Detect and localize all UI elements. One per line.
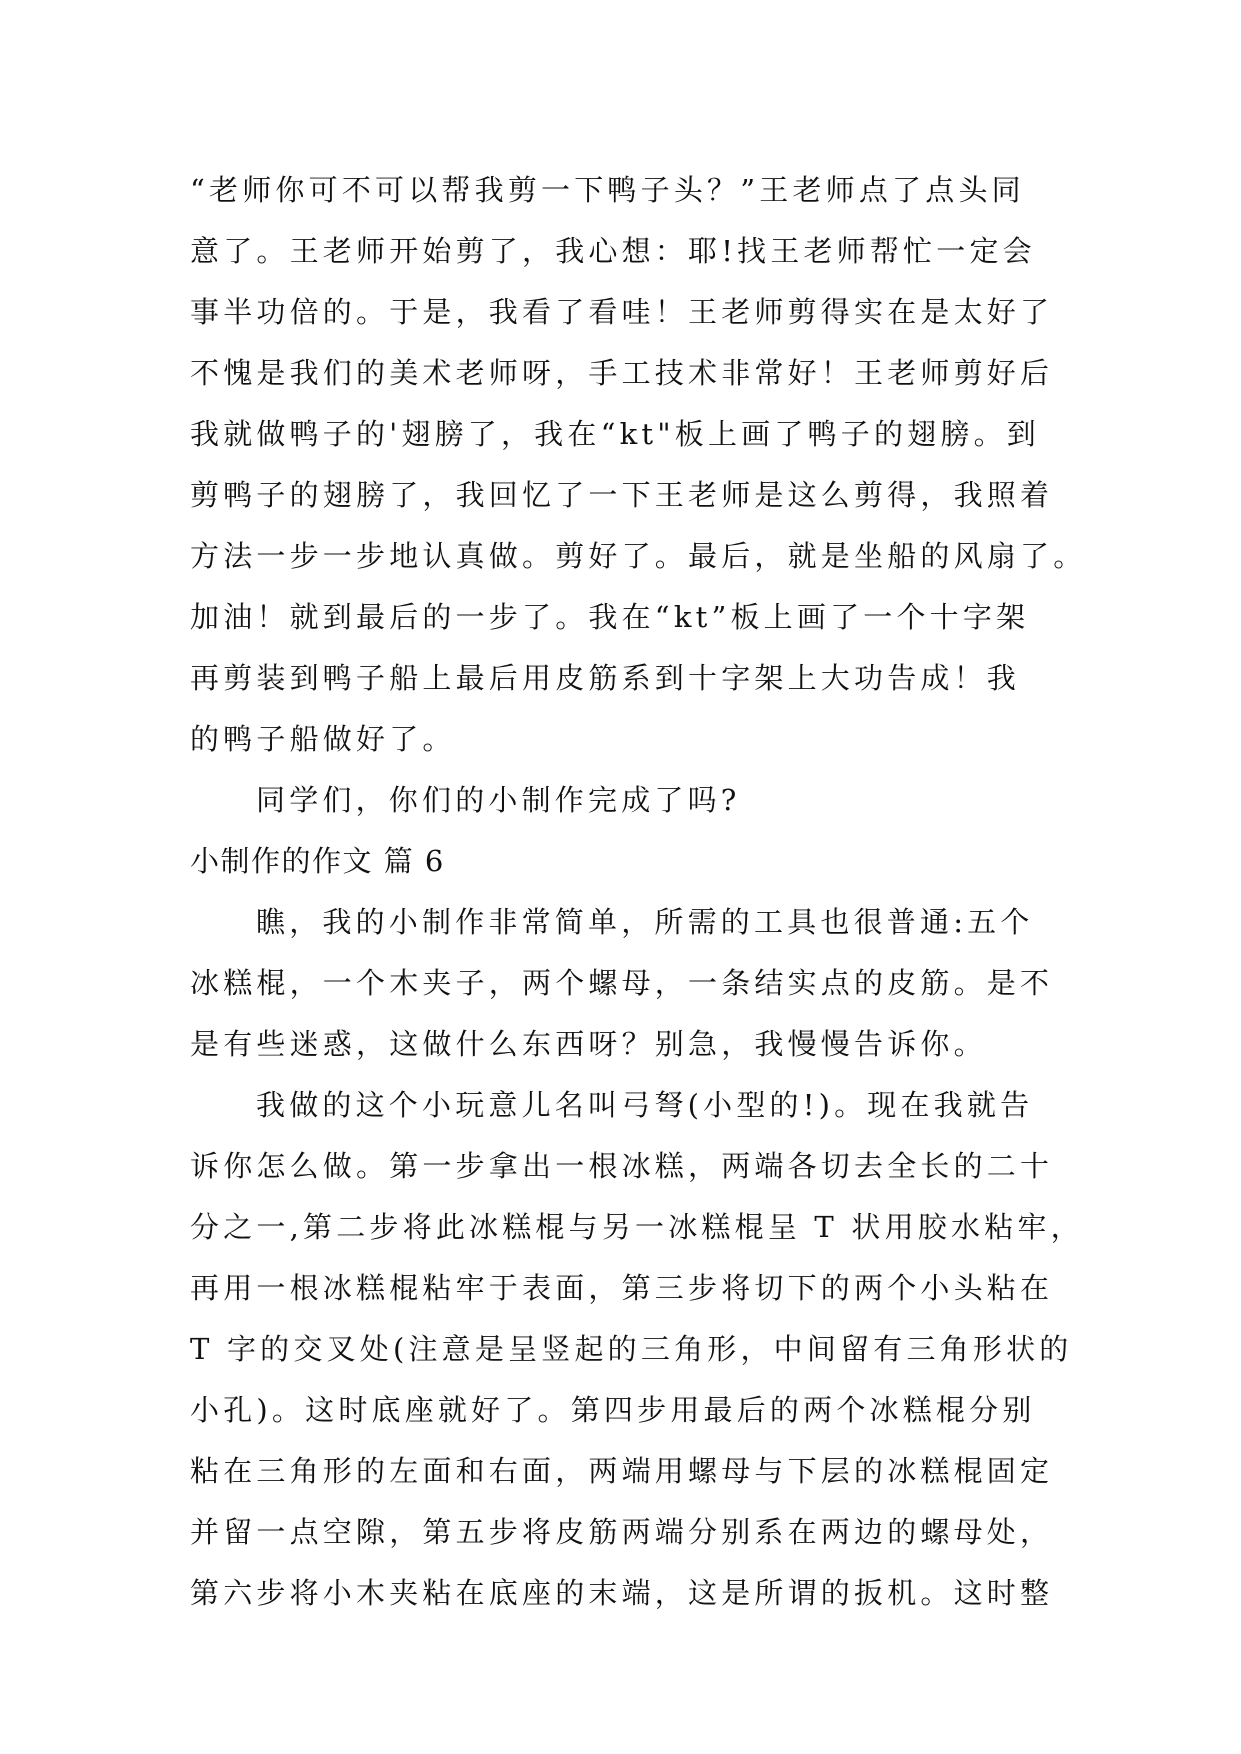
text-line: 的鸭子船做好了。 [190, 722, 456, 756]
text-line: 事半功倍的。于是，我看了看哇！王老师剪得实在是太好了 [190, 295, 1054, 329]
paragraph-1 [190, 160, 1087, 770]
text-line: 加油！就到最后的一步了。我在“kt”板上画了一个十字架 [190, 600, 1030, 634]
text-line: 意了。王老师开始剪了，我心想：耶!找王老师帮忙一定会 [190, 234, 1036, 268]
text-line: 冰糕棍，一个木夹子，两个螺母，一条结实点的皮筋。是不 [190, 966, 1054, 1000]
text-line: 粘在三角形的左面和右面，两端用螺母与下层的冰糕棍固定 [190, 1454, 1054, 1488]
text-line: 再用一根冰糕棍粘牢于表面，第三步将切下的两个小头粘在 [190, 1271, 1054, 1305]
text-line: T 字的交叉处(注意是呈竖起的三角形，中间留有三角形状的 [190, 1332, 1073, 1366]
text-line: 分之一,第二步将此冰糕棍与另一冰糕棍呈 T 状用胶水粘牢， [190, 1210, 1084, 1244]
text-line: 瞧，我的小制作非常简单，所需的工具也很普通:五个 [256, 905, 1034, 939]
text-line: 是有些迷惑，这做什么东西呀？别急，我慢慢告诉你。 [190, 1027, 987, 1061]
section-heading: 小制作的作文 篇 6 [190, 844, 445, 878]
paragraph-3 [190, 892, 1070, 1075]
text-line: 第六步将小木夹粘在底座的末端，这是所谓的扳机。这时整 [190, 1576, 1054, 1610]
text-line: 小孔)。这时底座就好了。第四步用最后的两个冰糕棍分别 [190, 1393, 1036, 1427]
text-line: “老师你可不可以帮我剪一下鸭子头？”王老师点了点头同 [190, 173, 1025, 207]
text-line: 再剪装到鸭子船上最后用皮筋系到十字架上大功告成！我 [190, 661, 1021, 695]
document-body [190, 160, 1087, 1624]
paragraph-2: 同学们，你们的小制作完成了吗? [256, 783, 741, 817]
text-line: 并留一点空隙，第五步将皮筋两端分别系在两边的螺母处， [190, 1515, 1054, 1549]
text-line: 方法一步一步地认真做。剪好了。最后，就是坐船的风扇了。 [190, 539, 1087, 573]
text-line: 诉你怎么做。第一步拿出一根冰糕，两端各切去全长的二十 [190, 1149, 1054, 1183]
text-line: 我做的这个小玩意儿名叫弓弩(小型的!)。现在我就告 [256, 1088, 1034, 1122]
text-line: 不愧是我们的美术老师呀，手工技术非常好！王老师剪好后 [190, 356, 1054, 390]
paragraph-4 [190, 1075, 1084, 1624]
text-line: 剪鸭子的翅膀了，我回忆了一下王老师是这么剪得，我照着 [190, 478, 1054, 512]
text-line: 我就做鸭子的'翅膀了，我在“kt"板上画了鸭子的翅膀。到 [190, 417, 1040, 451]
